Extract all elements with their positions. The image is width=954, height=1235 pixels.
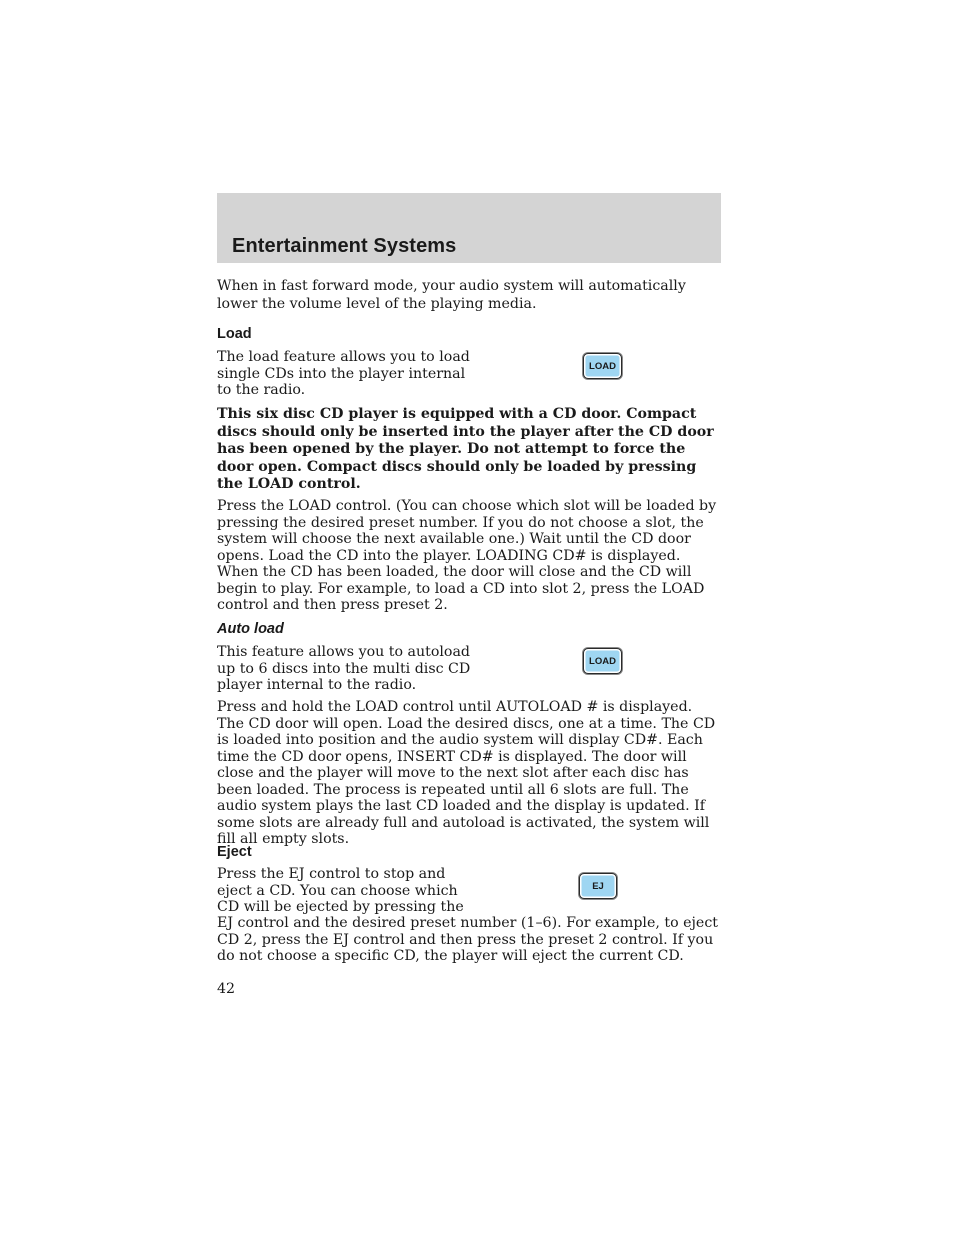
load-warning-block	[217, 406, 723, 494]
load-instructions-block	[217, 498, 723, 614]
auto-load-instructions-block	[217, 699, 723, 848]
auto-load-line-2: up to 6 discs into the multi disc CD	[217, 660, 471, 677]
load-line-1: The load feature allows you to load	[217, 349, 470, 365]
load-line-3: to the radio.	[217, 382, 306, 398]
section-title: Entertainment Systems	[232, 235, 457, 257]
eject-button-icon: EJ	[579, 873, 617, 899]
auto-load-section	[217, 621, 723, 637]
autoload-button-icon: LOAD	[583, 648, 622, 674]
load-instructions: Press the LOAD control. (You can choose which slot will be loaded by pressing the desired preset number. If you do not choose a slot, the system will choose the next available one.) Wait until the CD door opens. Load the CD into the player. LOADING CD# is displayed. When the CD has been loaded, the door will close and the CD will begin to play. For example, to load a CD into slot 2, press the LOAD control and then press preset 2.	[217, 498, 717, 613]
auto-load-instructions: Press and hold the LOAD control until AUTOLOAD # is displayed. The CD door will open. Load the desired discs, one at a time. The CD is loaded into position and the audio system will display CD#. Each time the CD door opens, INSERT CD# is displayed. The door will close and the player will move to the next slot after each disc has been loaded. The process is repeated until all 6 slots are full. The audio system plays the last CD loaded and the display is updated. If some slots are already full and autoload is activated, the system will fill all empty slots.	[217, 699, 716, 847]
load-warning: This six disc CD player is equipped with a CD door. Compact discs should only be inserted into the player after the CD door has been opened by the player. Do not attempt to force the door open. Compact discs should only be loaded by pressing the LOAD control.	[217, 406, 714, 492]
eject-line-1: Press the EJ control to stop and	[217, 866, 446, 882]
load-line-2: single CDs into the player internal	[217, 365, 466, 382]
eject-continuation: EJ control and the desired preset number (1–6). For example, to eject CD 2, press the EJ control and then press the preset 2 control. If you do not choose a specific CD, the player will eject the current CD.	[217, 915, 718, 964]
auto-load-heading: Auto load	[217, 621, 284, 637]
intro-paragraph-block	[217, 277, 723, 313]
eject-heading: Eject	[217, 844, 252, 860]
eject-continuation-block	[217, 915, 723, 965]
header-band	[217, 193, 721, 263]
eject-section	[217, 844, 723, 860]
auto-load-description	[217, 644, 472, 694]
auto-load-line-1: This feature allows you to autoload	[217, 644, 470, 660]
load-heading: Load	[217, 326, 252, 342]
auto-load-line-3: player internal to the radio.	[217, 677, 417, 693]
page-number: 42	[217, 981, 236, 997]
eject-description	[217, 866, 472, 916]
eject-line-3: CD will be ejected by pressing the	[217, 899, 464, 915]
load-button-icon: LOAD	[583, 353, 622, 379]
intro-paragraph: When in fast forward mode, your audio system will automatically lower the volume level of the playing media.	[217, 278, 686, 312]
load-section	[217, 326, 723, 342]
load-description	[217, 349, 472, 399]
eject-line-2: eject a CD. You can choose which	[217, 882, 458, 899]
